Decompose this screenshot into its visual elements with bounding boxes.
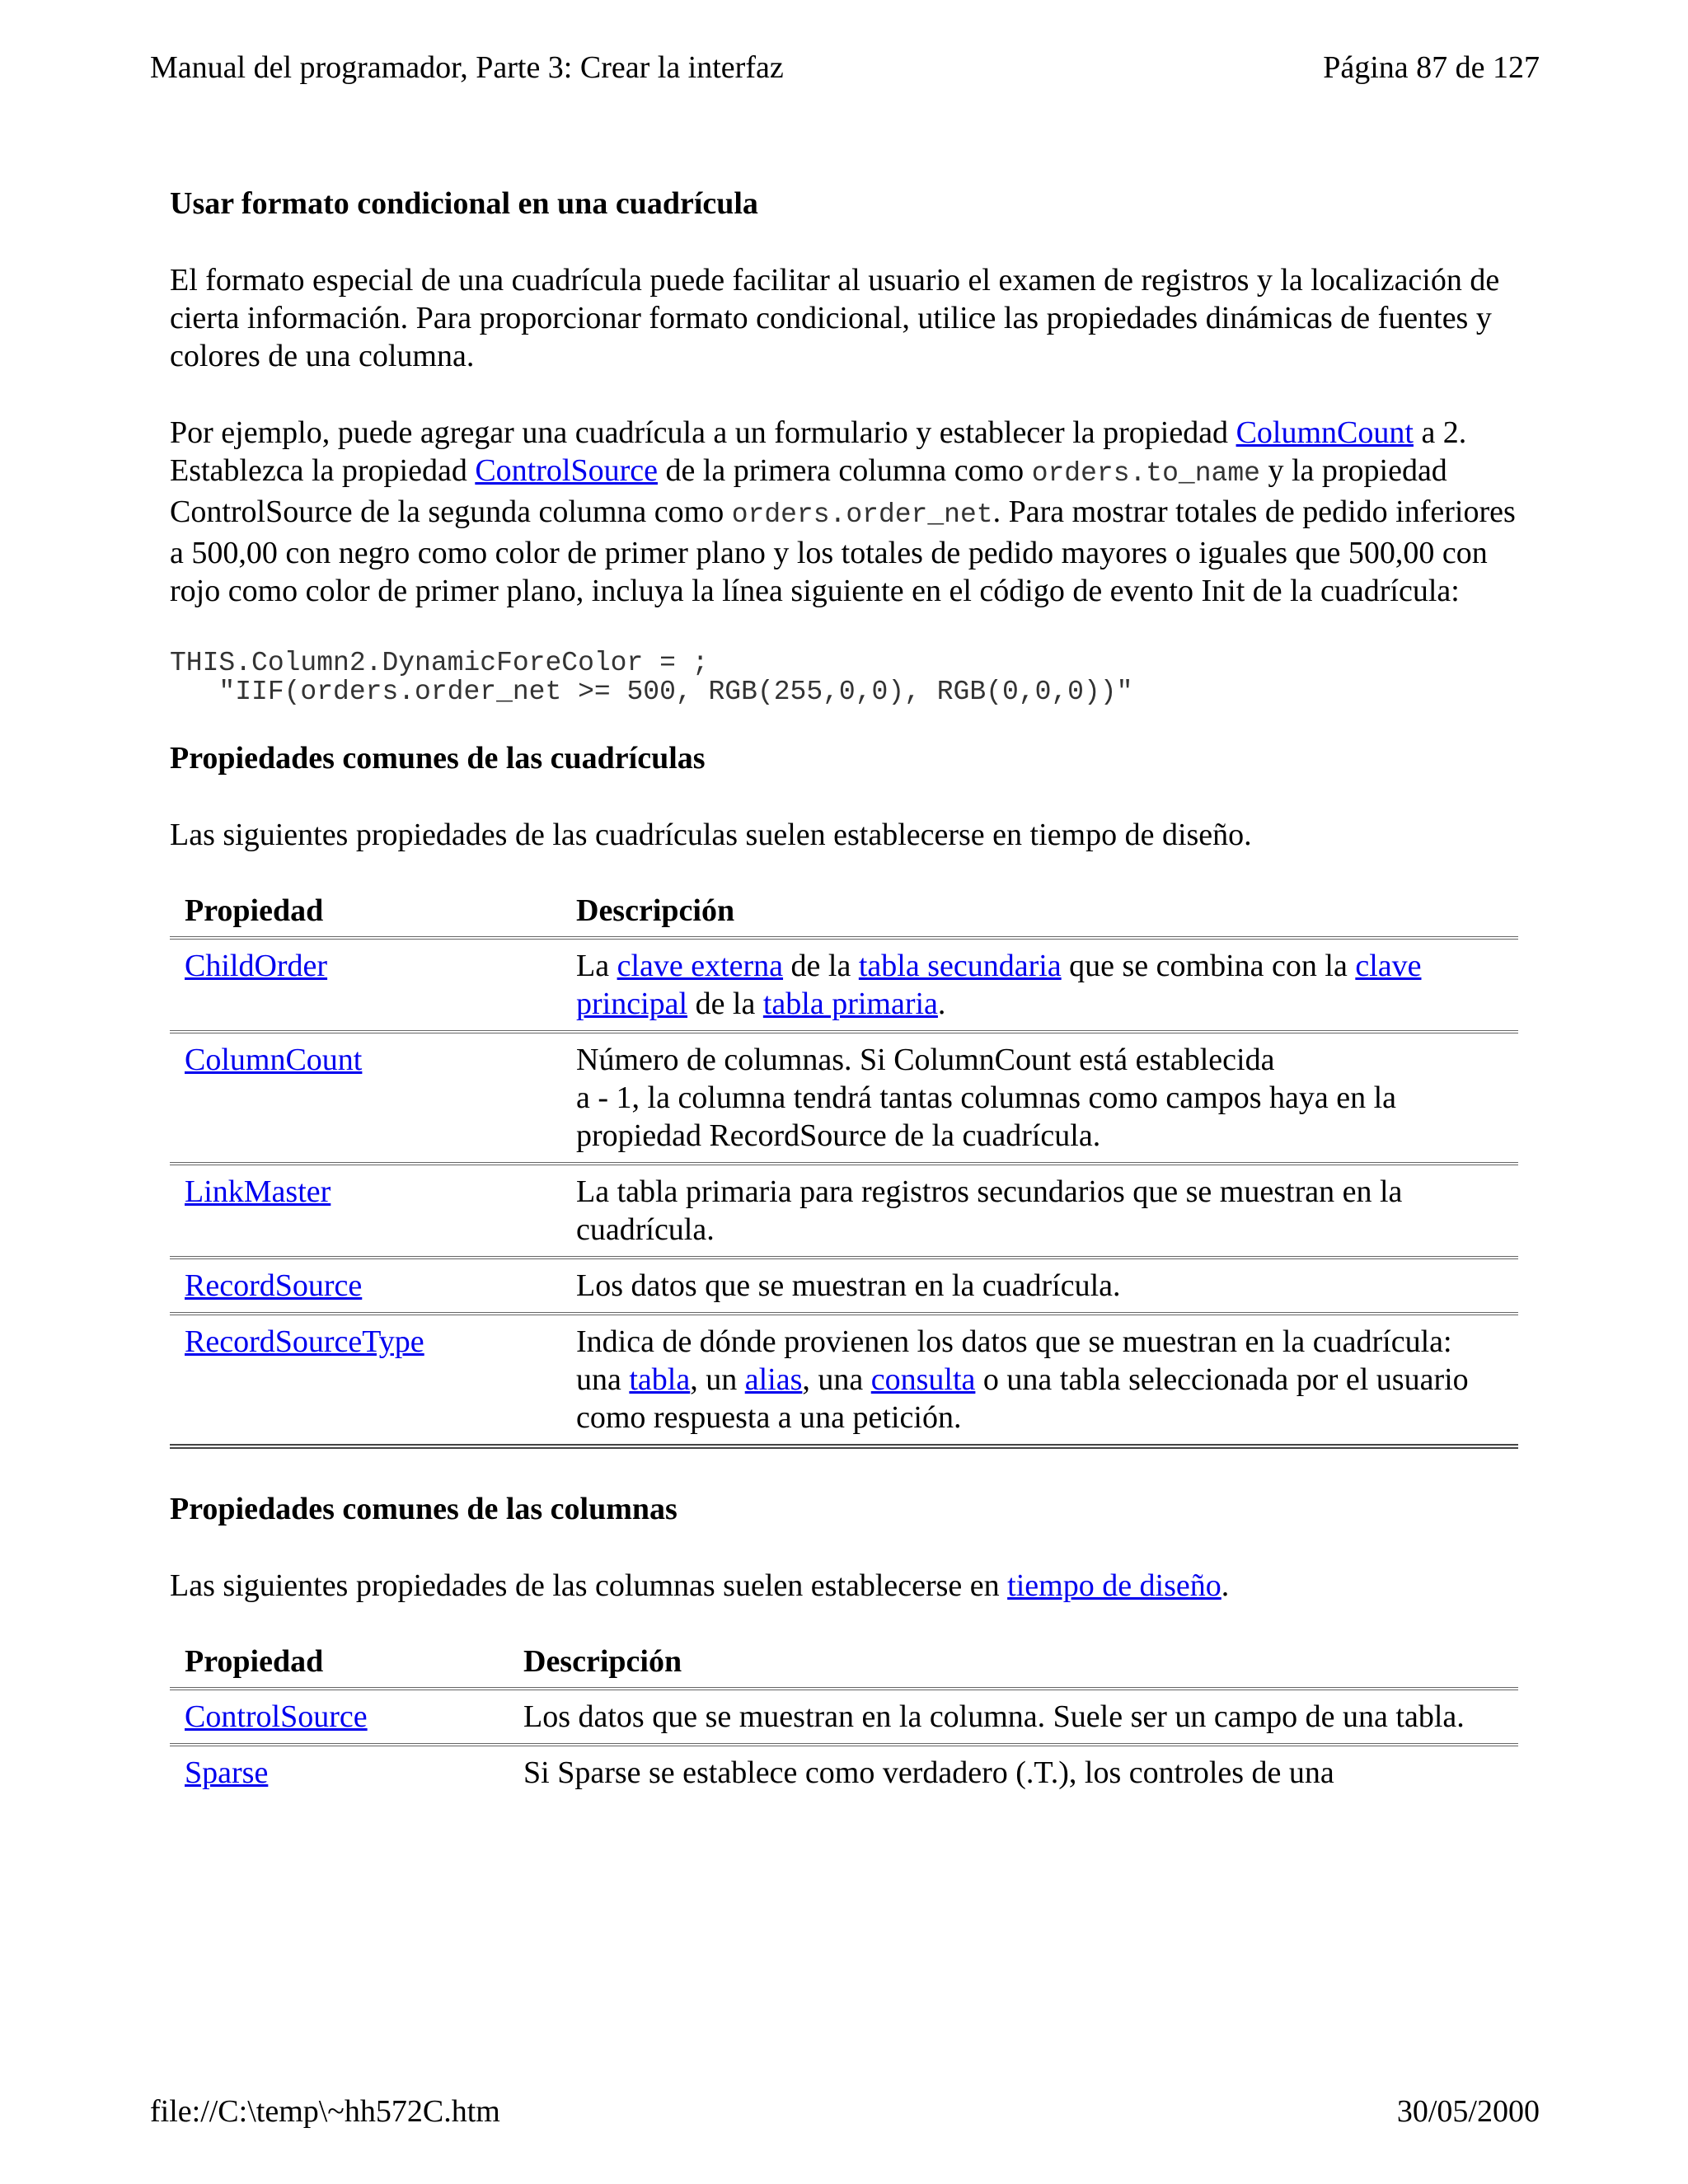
- property-description: Los datos que se muestran en la cuadrícula.: [576, 1268, 1121, 1303]
- property-description: [561, 1314, 1518, 1446]
- property-link-columncount[interactable]: ColumnCount: [185, 1043, 363, 1077]
- text: de la: [687, 987, 763, 1021]
- property-description: Si Sparse se establece como verdadero (.T.), los controles de una: [523, 1755, 1334, 1790]
- property-link-sparse[interactable]: Sparse: [185, 1755, 269, 1790]
- text: y la propiedad ControlSource de la segunda columna como: [170, 453, 1447, 529]
- code-block: THIS.Column2.DynamicForeColor = ; "IIF(orders.order_net >= 500, RGB(255,0,0), RGB(0,0,0))": [170, 648, 1133, 707]
- text: a 2. Establezca la propiedad: [170, 415, 1467, 488]
- link-tabla-primaria[interactable]: tabla primaria: [762, 987, 938, 1021]
- link-tabla-secundaria[interactable]: tabla secundaria: [858, 949, 1062, 983]
- grid-properties-table: [170, 892, 1518, 1449]
- text: La: [576, 949, 617, 983]
- text: . Para mostrar totales de pedido inferiores a 500,00 con negro como color de primer plano y los totales de pedido mayores o iguales que 500,00 con rojo como color de primer plano, incluya la línea siguiente en el código de evento Init de la cuadrícula:: [170, 494, 1516, 608]
- footer-file-path: file://C:\temp\~hh572C.htm: [150, 2094, 500, 2129]
- table-row: [170, 1258, 1518, 1314]
- link-tabla[interactable]: tabla: [629, 1362, 691, 1397]
- footer-date: 30/05/2000: [1396, 2094, 1540, 2129]
- header-title: Manual del programador, Parte 3: Crear la interfaz: [150, 50, 784, 85]
- text: o una tabla seleccionada por el usuario como respuesta a una petición.: [576, 1362, 1469, 1435]
- page-header: [150, 46, 1540, 89]
- code-inline-order-net: orders.order_net: [731, 499, 993, 530]
- property-description: [561, 938, 1518, 1032]
- property-link-linkmaster[interactable]: LinkMaster: [185, 1174, 331, 1209]
- table-row: [170, 1745, 1518, 1799]
- paragraph-example: [170, 414, 1520, 610]
- section-heading-grid-properties: Propiedades comunes de las cuadrículas: [170, 741, 706, 776]
- section-heading-conditional-format: Usar formato condicional en una cuadrícula: [170, 186, 758, 221]
- text: .: [1221, 1568, 1230, 1603]
- text: Indica de dónde provienen los datos que se muestran en la cuadrícula: una: [576, 1324, 1452, 1397]
- description-line: a - 1, la columna tendrá tantas columnas como campos haya en la propiedad RecordSource de la cuadrícula.: [576, 1080, 1397, 1153]
- text: de la primera columna como: [657, 453, 1032, 488]
- grid-properties-intro: Las siguientes propiedades de las cuadrículas suelen establecerse en tiempo de diseño.: [170, 818, 1252, 852]
- text: .: [937, 987, 946, 1021]
- property-link-childorder[interactable]: ChildOrder: [185, 949, 328, 983]
- link-tiempo-de-diseno[interactable]: tiempo de diseño: [1007, 1568, 1221, 1603]
- property-description: [561, 1032, 1518, 1164]
- text: de la: [783, 949, 859, 983]
- code-inline-to-name: orders.to_name: [1031, 458, 1260, 489]
- text: Por ejemplo, puede agregar una cuadrícula a un formulario y establecer la propiedad: [170, 415, 1236, 450]
- page-footer: [150, 2090, 1540, 2133]
- column-properties-table: [170, 1643, 1518, 1799]
- column-header-description: Descripción: [576, 893, 735, 928]
- column-header-property: Propiedad: [185, 1644, 324, 1679]
- property-description: La tabla primaria para registros secundarios que se muestran en la cuadrícula.: [576, 1174, 1403, 1247]
- text: , un: [690, 1362, 745, 1397]
- document-body: [170, 185, 1520, 1799]
- link-controlsource[interactable]: ControlSource: [475, 453, 658, 488]
- link-consulta[interactable]: consulta: [870, 1362, 976, 1397]
- paragraph-intro: El formato especial de una cuadrícula puede facilitar al usuario el examen de registros y la localización de cierta información. Para proporcionar formato condicional, utilice las propiedades dinámicas de fuentes y colores de una columna.: [170, 263, 1500, 373]
- header-page-number: Página 87 de 127: [1323, 50, 1540, 85]
- column-header-property: Propiedad: [185, 893, 324, 928]
- table-header-row: [170, 892, 1518, 938]
- table-header-row: [170, 1643, 1518, 1689]
- text: , una: [802, 1362, 871, 1397]
- table-row: [170, 1314, 1518, 1446]
- table-row: [170, 1032, 1518, 1164]
- column-properties-intro: [170, 1567, 1520, 1605]
- link-clave-externa[interactable]: clave externa: [617, 949, 784, 983]
- link-clave-principal[interactable]: clave principal: [576, 949, 1422, 1021]
- column-header-description: Descripción: [523, 1644, 682, 1679]
- table-row: [170, 1164, 1518, 1258]
- description-line: Número de columnas. Si ColumnCount está establecida: [576, 1043, 1275, 1077]
- text: que se combina con la: [1061, 949, 1356, 983]
- property-link-recordsource[interactable]: RecordSource: [185, 1268, 363, 1303]
- text: Las siguientes propiedades de las columnas suelen establecerse en: [170, 1568, 1008, 1603]
- property-description: Los datos que se muestran en la columna. Suele ser un campo de una tabla.: [523, 1699, 1465, 1734]
- table-row: [170, 938, 1518, 1032]
- section-heading-column-properties: Propiedades comunes de las columnas: [170, 1492, 678, 1526]
- link-columncount[interactable]: ColumnCount: [1236, 415, 1414, 450]
- property-link-controlsource[interactable]: ControlSource: [185, 1699, 368, 1734]
- link-alias[interactable]: alias: [744, 1362, 803, 1397]
- table-row: [170, 1689, 1518, 1745]
- property-link-recordsourcetype[interactable]: RecordSourceType: [185, 1324, 424, 1359]
